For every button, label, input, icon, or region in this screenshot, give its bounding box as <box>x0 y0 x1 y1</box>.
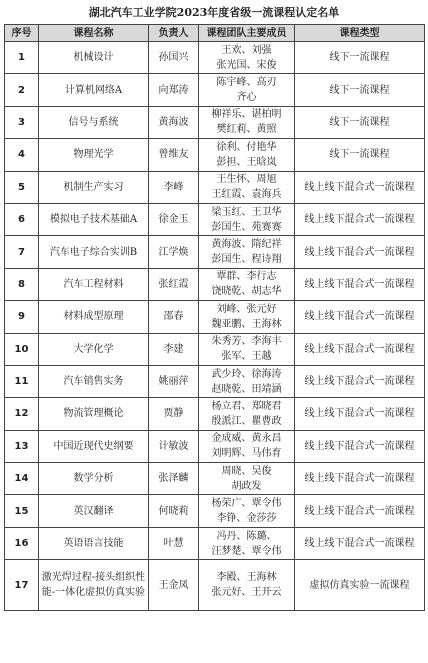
cell-number: 5 <box>5 171 39 203</box>
cell-lead: 叶慧 <box>149 527 199 559</box>
table-row <box>5 495 425 527</box>
table-row <box>5 430 425 462</box>
table-row <box>5 139 425 171</box>
cell-members: 周晓、吴俊 胡政发 <box>199 463 295 495</box>
table-row <box>5 203 425 235</box>
cell-course-name: 汽车工程材料 <box>39 268 149 300</box>
cell-course-type: 线上线下混合式一流课程 <box>295 236 425 268</box>
cell-number: 11 <box>5 365 39 397</box>
cell-number: 15 <box>5 495 39 527</box>
cell-lead: 曾维友 <box>149 139 199 171</box>
cell-course-name: 物理光学 <box>39 139 149 171</box>
course-table <box>4 24 425 611</box>
cell-course-name: 英语语言技能 <box>39 527 149 559</box>
cell-members: 王生怀、周旭 王红霞、袁海兵 <box>199 171 295 203</box>
table-header-row <box>5 25 425 42</box>
header-members: 课程团队主要成员 <box>199 25 295 42</box>
table-row <box>5 236 425 268</box>
table-row <box>5 74 425 106</box>
header-lead: 负责人 <box>149 25 199 42</box>
cell-lead: 计敏波 <box>149 430 199 462</box>
cell-number: 6 <box>5 203 39 235</box>
cell-course-name: 机械设计 <box>39 42 149 74</box>
cell-course-type: 线上线下混合式一流课程 <box>295 495 425 527</box>
cell-course-type: 线上线下混合式一流课程 <box>295 301 425 333</box>
cell-course-name: 信号与系统 <box>39 106 149 138</box>
cell-lead: 贾静 <box>149 398 199 430</box>
cell-members: 金成威、黄永昌 刘明辉、马伟育 <box>199 430 295 462</box>
cell-number: 16 <box>5 527 39 559</box>
cell-lead: 何晓莉 <box>149 495 199 527</box>
cell-course-type: 线上线下混合式一流课程 <box>295 398 425 430</box>
cell-lead: 邵春 <box>149 301 199 333</box>
cell-lead: 李峰 <box>149 171 199 203</box>
cell-members: 陈宇峰、高刃 齐心 <box>199 74 295 106</box>
cell-number: 14 <box>5 463 39 495</box>
cell-members: 朱秀芳、李海丰 张军、王越 <box>199 333 295 365</box>
cell-lead: 徐金玉 <box>149 203 199 235</box>
cell-course-type: 线上线下混合式一流课程 <box>295 365 425 397</box>
cell-lead: 姚丽萍 <box>149 365 199 397</box>
table-row <box>5 527 425 559</box>
table-row <box>5 398 425 430</box>
cell-number: 1 <box>5 42 39 74</box>
cell-course-type: 虚拟仿真实验一流课程 <box>295 560 425 611</box>
cell-members: 杨立君、郑晓君 殷派江、瞿曹政 <box>199 398 295 430</box>
table-row <box>5 365 425 397</box>
cell-course-name: 计算机网络A <box>39 74 149 106</box>
cell-lead: 张红霞 <box>149 268 199 300</box>
cell-lead: 向郑涛 <box>149 74 199 106</box>
cell-members: 冯丹、陈璐、 汪梦楚、覃令伟 <box>199 527 295 559</box>
cell-course-name: 大学化学 <box>39 333 149 365</box>
document-title: 湖北汽车工业学院2023年度省级一流课程认定名单 <box>88 6 340 19</box>
cell-lead: 孙国兴 <box>149 42 199 74</box>
cell-course-type: 线上线下混合式一流课程 <box>295 463 425 495</box>
cell-course-name: 物流管理概论 <box>39 398 149 430</box>
cell-course-name: 激光焊过程-接头组织性能-一体化虚拟仿真实验 <box>39 560 149 611</box>
cell-course-type: 线下一流课程 <box>295 74 425 106</box>
cell-number: 10 <box>5 333 39 365</box>
cell-lead: 江学焕 <box>149 236 199 268</box>
table-row <box>5 301 425 333</box>
cell-course-type: 线上线下混合式一流课程 <box>295 527 425 559</box>
cell-members: 徐利、付艳华 彭担、王晗岚 <box>199 139 295 171</box>
cell-number: 17 <box>5 560 39 611</box>
cell-members: 刘峰、张元好 魏亚鹏、王海林 <box>199 301 295 333</box>
cell-lead: 张泽麟 <box>149 463 199 495</box>
cell-number: 9 <box>5 301 39 333</box>
cell-number: 8 <box>5 268 39 300</box>
cell-members: 覃群、李行志 饶晓乾、胡志华 <box>199 268 295 300</box>
cell-members: 梁玉红、王卫华 彭国生、苑赛赛 <box>199 203 295 235</box>
cell-course-type: 线上线下混合式一流课程 <box>295 171 425 203</box>
cell-members: 柳祥乐、谌柏明 樊红莉、黄照 <box>199 106 295 138</box>
cell-lead: 李建 <box>149 333 199 365</box>
cell-members: 李殿、王海林 张元好、王开云 <box>199 560 295 611</box>
header-type: 课程类型 <box>295 25 425 42</box>
cell-number: 7 <box>5 236 39 268</box>
header-course: 课程名称 <box>39 25 149 42</box>
cell-course-type: 线下一流课程 <box>295 106 425 138</box>
cell-members: 黄海波、隋纪祥 彭国生、程诗翔 <box>199 236 295 268</box>
cell-course-name: 汽车销售实务 <box>39 365 149 397</box>
table-row <box>5 333 425 365</box>
cell-members: 杨荣广、覃令伟 李铮、金莎莎 <box>199 495 295 527</box>
cell-course-type: 线下一流课程 <box>295 139 425 171</box>
cell-lead: 黄海波 <box>149 106 199 138</box>
cell-lead: 王金凤 <box>149 560 199 611</box>
cell-members: 王欢、刘强 张光国、宋俊 <box>199 42 295 74</box>
cell-number: 4 <box>5 139 39 171</box>
cell-number: 2 <box>5 74 39 106</box>
cell-course-type: 线上线下混合式一流课程 <box>295 333 425 365</box>
header-no: 序号 <box>5 25 39 42</box>
table-row <box>5 268 425 300</box>
cell-number: 3 <box>5 106 39 138</box>
cell-number: 12 <box>5 398 39 430</box>
table-body <box>5 42 425 611</box>
cell-course-type: 线上线下混合式一流课程 <box>295 203 425 235</box>
cell-members: 武少玲、徐海涛 赵晓乾、田靖涵 <box>199 365 295 397</box>
cell-course-type: 线上线下混合式一流课程 <box>295 430 425 462</box>
table-row <box>5 106 425 138</box>
table-row <box>5 42 425 74</box>
table-row <box>5 560 425 611</box>
cell-course-name: 数学分析 <box>39 463 149 495</box>
cell-course-type: 线上线下混合式一流课程 <box>295 268 425 300</box>
cell-course-type: 线下一流课程 <box>295 42 425 74</box>
table-row <box>5 171 425 203</box>
cell-course-name: 机制生产实习 <box>39 171 149 203</box>
table-row <box>5 463 425 495</box>
cell-number: 13 <box>5 430 39 462</box>
cell-course-name: 模拟电子技术基础A <box>39 203 149 235</box>
cell-course-name: 英汉翻译 <box>39 495 149 527</box>
cell-course-name: 汽车电子综合实训B <box>39 236 149 268</box>
cell-course-name: 材料成型原理 <box>39 301 149 333</box>
cell-course-name: 中国近现代史纲要 <box>39 430 149 462</box>
